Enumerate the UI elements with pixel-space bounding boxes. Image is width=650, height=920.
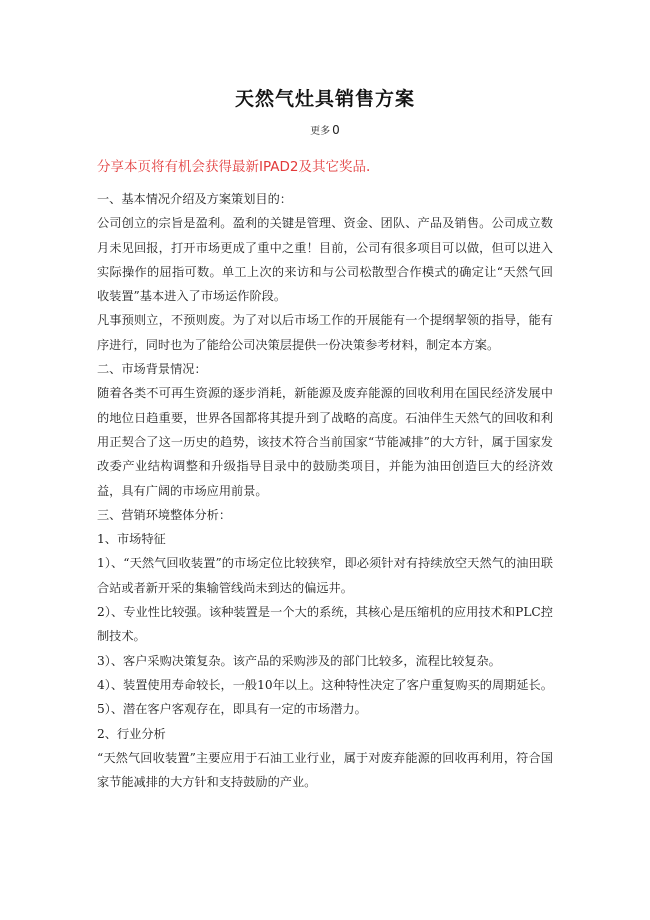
subsection-heading: 2、行业分析 (97, 726, 166, 741)
list-item: 2）、专业性比较强。该种装置是一个大的系统，其核心是压缩机的应用技术和PLC控制技术。 (97, 605, 553, 644)
section-heading: 一、基本情况介绍及方案策划目的： (97, 192, 292, 206)
more-link[interactable] (0, 122, 650, 137)
promo-highlight: IPAD2 (259, 159, 299, 175)
document-body (97, 187, 553, 794)
section-heading: 三、营销环境整体分析： (97, 507, 232, 522)
paragraph: “天然气回收装置”主要应用于石油工业行业，属于对废弃能源的回收再利用，符合国家节能减排的大方针和支持鼓励的产业。 (97, 750, 553, 790)
more-count[interactable]: 0 (332, 123, 340, 137)
section-heading: 二、市场背景情况： (97, 362, 207, 377)
list-item: 5）、潜在客户客观存在，即具有一定的市场潜力。 (97, 702, 367, 717)
paragraph: 随着各类不可再生资源的逐步消耗，新能源及废弃能源的回收利用在国民经济发展中的地位日趋重要，世界各国都将其提升到了战略的高度。石油伴生天然气的回收和利用正契合了这一历史的趋势，该技术符合当前国家“节能减排”的大方针，属于国家发改委产业结构调整和升级指导目录中的鼓励类项目，并能为油田创造巨大的经济效益，具有广阔的市场应用前景。 (97, 386, 553, 498)
subsection-heading: 1、市场特征 (97, 532, 166, 547)
more-label[interactable]: 更多 (310, 126, 331, 137)
promo-prefix: 分享本页将有机会获得最新 (97, 159, 259, 175)
list-item: 4）、装置使用寿命较长，一般10年以上。这种特性决定了客户重复购买的周期延长。 (97, 677, 553, 692)
paragraph: 凡事预则立，不预则废。为了对以后市场工作的开展能有一个提纲挈领的指导，能有序进行，同时也为了能给公司决策层提供一份决策参考材料，制定本方案。 (97, 313, 553, 352)
promo-suffix: 及其它奖品. (298, 159, 371, 175)
list-item: 3）、客户采购决策复杂。该产品的采购涉及的部门比较多，流程比较复杂。 (97, 653, 501, 668)
share-promo-text[interactable] (97, 155, 370, 175)
document-title: 天然气灶具销售方案 (234, 88, 415, 110)
paragraph: 公司创立的宗旨是盈利。盈利的关键是管理、资金、团队、产品及销售。公司成立数月未见回报，打开市场更成了重中之重！目前，公司有很多项目可以做，但可以进入实际操作的屈指可数。单工上次的来访和与公司松散型合作模式的确定让“天然气回收装置”基本进入了市场运作阶段。 (97, 216, 553, 304)
list-item: 1）、“天然气回收装置”的市场定位比较狭窄，即必须针对有持续放空天然气的油田联合站或者新开采的集输管线尚未到达的偏远井。 (97, 556, 553, 595)
